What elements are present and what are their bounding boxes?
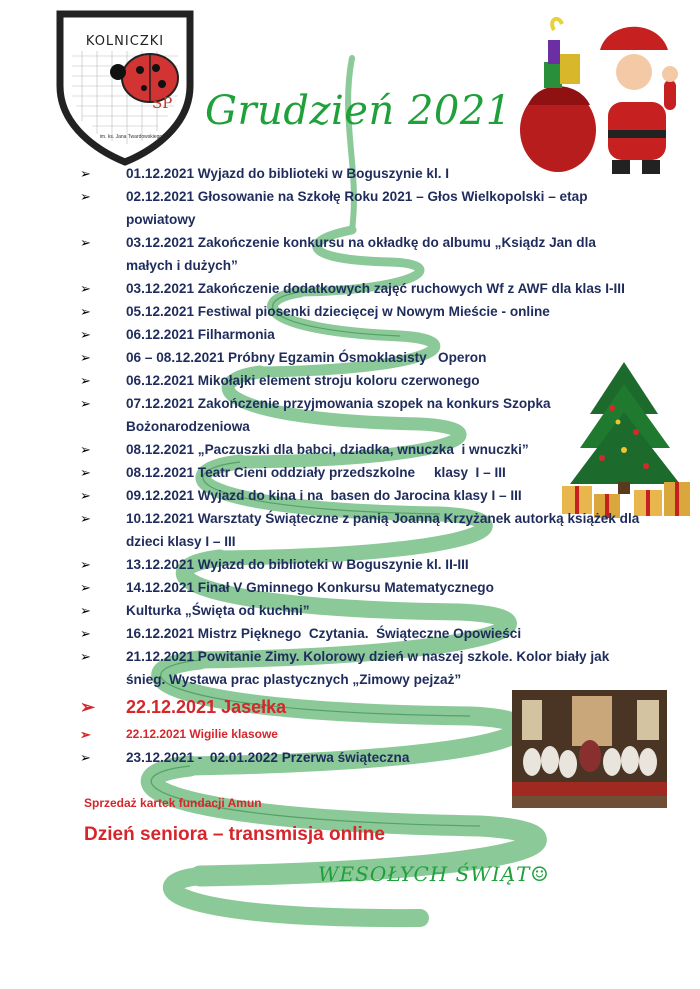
- list-item: ➢ 07.12.2021 Zakończenie przyjmowania szopek na konkurs Szopka Bożonarodzeniowa: [80, 392, 626, 438]
- list-item: ➢ 06.12.2021 Filharmonia: [80, 323, 640, 346]
- list-item: ➢ 01.12.2021 Wyjazd do biblioteki w Boguszynie kl. I: [80, 162, 640, 185]
- santa-claus-illustration: [508, 10, 688, 180]
- list-item: ➢ 03.12.2021 Zakończenie konkursu na okładkę do albumu „Ksiądz Jan dla małych i dużych”: [80, 231, 640, 277]
- arrow-bullet-icon: ➢: [80, 626, 91, 641]
- list-item: ➢ Kulturka „Święta od kuchni”: [80, 599, 640, 622]
- arrow-bullet-icon: ➢: [80, 189, 91, 204]
- page-title: Grudzień 2021: [205, 88, 512, 134]
- logo-title: KOLNICZKI: [85, 34, 165, 49]
- arrow-bullet-icon: ➢: [80, 235, 91, 250]
- list-item: ➢ 10.12.2021 Warsztaty Świąteczne z panią Joanną Krzyżanek autorką książek dla dzieci klasy I – III: [80, 507, 646, 553]
- shield-icon: [52, 6, 198, 166]
- list-item: ➢ 06 – 08.12.2021 Próbny Egzamin Ósmoklasisty Operon: [80, 346, 640, 369]
- arrow-bullet-icon: ➢: [80, 697, 96, 717]
- event-list: [80, 162, 640, 769]
- list-item: ➢ 08.12.2021 „Paczuszki dla babci, dziadka, wnuczka i wnuczki”: [80, 438, 640, 461]
- list-item: ➢ 02.12.2021 Głosowanie na Szkołę Roku 2021 – Głos Wielkopolski – etap powiatowy: [80, 185, 640, 231]
- list-item: ➢ 08.12.2021 Teatr Cieni oddziały przedszkolne klasy I – III: [80, 461, 640, 484]
- school-logo: [52, 6, 198, 166]
- arrow-bullet-icon: ➢: [80, 327, 91, 342]
- list-item: ➢ 06.12.2021 Mikołajki element stroju koloru czerwonego: [80, 369, 640, 392]
- list-item-highlight: ➢ 22.12.2021 Jasełka: [80, 691, 640, 723]
- arrow-bullet-icon: ➢: [80, 304, 91, 319]
- arrow-bullet-icon: ➢: [80, 281, 91, 296]
- arrow-bullet-icon: ➢: [80, 580, 91, 595]
- holiday-wishes: WESOŁYCH ŚWIĄT☺: [318, 862, 550, 886]
- charity-cards-note: Sprzedaż kartek fundacji Amun: [84, 796, 262, 810]
- arrow-bullet-icon: ➢: [80, 727, 91, 742]
- list-item: ➢ 21.12.2021 Powitanie Zimy. Kolorowy dzień w naszej szkole. Kolor biały jak śnieg. Wystawa prac plastycznych „Zimowy pejzaż”: [80, 645, 646, 691]
- arrow-bullet-icon: ➢: [80, 603, 91, 618]
- arrow-bullet-icon: ➢: [80, 396, 91, 411]
- list-item: ➢ 22.12.2021 Wigilie klasowe: [80, 723, 640, 746]
- arrow-bullet-icon: ➢: [80, 649, 91, 664]
- logo-sp: SP: [152, 94, 173, 112]
- arrow-bullet-icon: ➢: [80, 557, 91, 572]
- arrow-bullet-icon: ➢: [80, 511, 91, 526]
- list-item: ➢ 16.12.2021 Mistrz Pięknego Czytania. Świąteczne Opowieści: [80, 622, 640, 645]
- arrow-bullet-icon: ➢: [80, 465, 91, 480]
- list-item: ➢ 03.12.2021 Zakończenie dodatkowych zajęć ruchowych Wf z AWF dla klas I-III: [80, 277, 640, 300]
- senior-day-heading: Dzień seniora – transmisja online: [84, 824, 385, 845]
- arrow-bullet-icon: ➢: [80, 350, 91, 365]
- arrow-bullet-icon: ➢: [80, 442, 91, 457]
- arrow-bullet-icon: ➢: [80, 166, 91, 181]
- list-item: ➢ 23.12.2021 - 02.01.2022 Przerwa świąteczna: [80, 746, 640, 769]
- list-item: ➢ 14.12.2021 Finał V Gminnego Konkursu Matematycznego: [80, 576, 640, 599]
- arrow-bullet-icon: ➢: [80, 373, 91, 388]
- list-item: ➢ 09.12.2021 Wyjazd do kina i na basen do Jarocina klasy I – III: [80, 484, 640, 507]
- list-item: ➢ 05.12.2021 Festiwal piosenki dziecięcej w Nowym Mieście - online: [80, 300, 640, 323]
- logo-subtitle: im. ks. Jana Twardowskiego: [99, 134, 163, 140]
- list-item: ➢ 13.12.2021 Wyjazd do biblioteki w Boguszynie kl. II-III: [80, 553, 640, 576]
- arrow-bullet-icon: ➢: [80, 750, 91, 765]
- arrow-bullet-icon: ➢: [80, 488, 91, 503]
